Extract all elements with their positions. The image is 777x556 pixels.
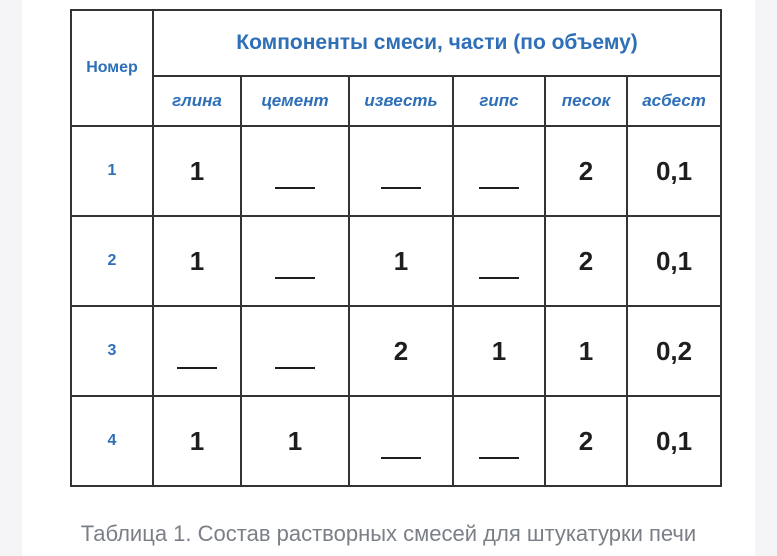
table-cell: 1 xyxy=(153,396,241,486)
table-cell: 1 xyxy=(545,306,627,396)
table-cell: 1 xyxy=(153,126,241,216)
row-number: 2 xyxy=(71,216,153,306)
empty-cell-dash xyxy=(453,216,545,306)
empty-cell-dash xyxy=(349,396,453,486)
empty-cell-dash xyxy=(453,126,545,216)
empty-cell-dash xyxy=(241,216,349,306)
dash-mark xyxy=(381,457,421,459)
empty-cell-dash xyxy=(153,306,241,396)
table-cell: 1 xyxy=(453,306,545,396)
dash-mark xyxy=(479,457,519,459)
dash-mark xyxy=(381,187,421,189)
column-header: известь xyxy=(349,76,453,126)
column-header: асбест xyxy=(627,76,721,126)
empty-cell-dash xyxy=(453,396,545,486)
column-header: песок xyxy=(545,76,627,126)
table-cell: 0,2 xyxy=(627,306,721,396)
dash-mark xyxy=(275,277,315,279)
table-cell: 2 xyxy=(545,216,627,306)
row-number: 4 xyxy=(71,396,153,486)
dash-mark xyxy=(275,187,315,189)
row-number: 1 xyxy=(71,126,153,216)
table-cell: 1 xyxy=(241,396,349,486)
header-number: Номер xyxy=(71,10,153,126)
mixture-table xyxy=(70,9,722,487)
dash-mark xyxy=(177,367,217,369)
dash-mark xyxy=(275,367,315,369)
table-cell: 1 xyxy=(349,216,453,306)
table-cell: 0,1 xyxy=(627,216,721,306)
table-row xyxy=(71,306,721,396)
table-caption: Таблица 1. Состав растворных смесей для штукатурки печи xyxy=(80,521,697,546)
empty-cell-dash xyxy=(349,126,453,216)
dash-mark xyxy=(479,187,519,189)
table-cell: 2 xyxy=(545,126,627,216)
table-cell: 2 xyxy=(545,396,627,486)
empty-cell-dash xyxy=(241,306,349,396)
table-row xyxy=(71,396,721,486)
table-row xyxy=(71,126,721,216)
column-header: цемент xyxy=(241,76,349,126)
empty-cell-dash xyxy=(241,126,349,216)
table-cell: 0,1 xyxy=(627,396,721,486)
header-components-title: Компоненты смеси, части (по объему) xyxy=(153,10,721,76)
table-cell: 1 xyxy=(153,216,241,306)
table-cell: 0,1 xyxy=(627,126,721,216)
column-header: глина xyxy=(153,76,241,126)
dash-mark xyxy=(479,277,519,279)
row-number: 3 xyxy=(71,306,153,396)
table-cell: 2 xyxy=(349,306,453,396)
table-row xyxy=(71,216,721,306)
column-header: гипс xyxy=(453,76,545,126)
